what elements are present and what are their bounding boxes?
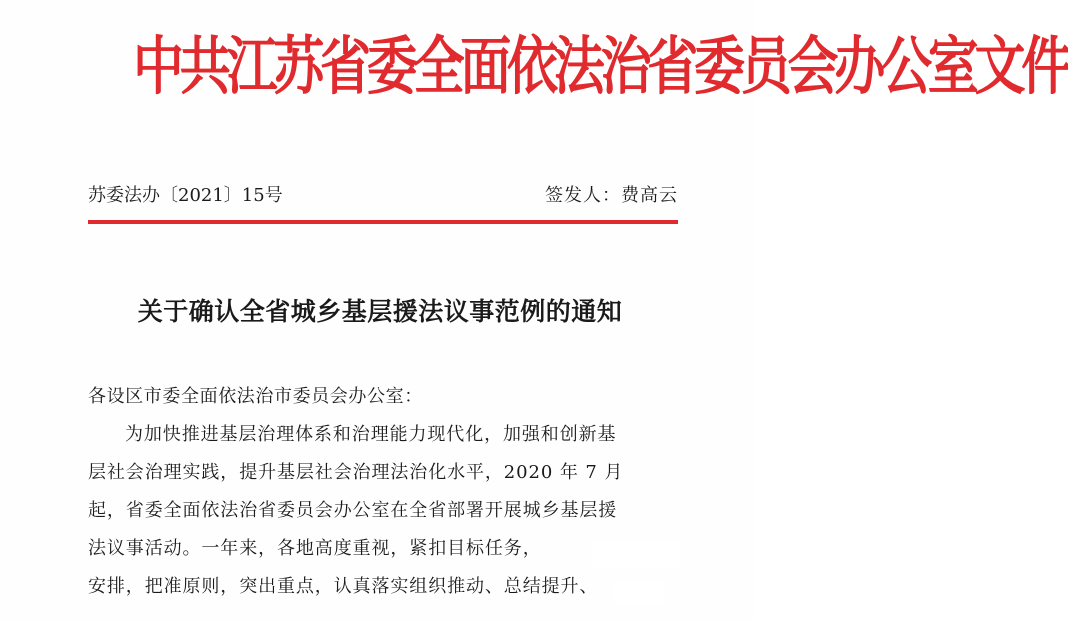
document-number: 苏委法办〔2021〕15号 (88, 185, 283, 206)
red-divider-line (88, 220, 678, 224)
signer: 签发人：费高云 (545, 185, 678, 206)
body-line: 法议事活动。一年来，各地高度重视，紧扣目标任务， (88, 538, 542, 559)
body-line: 起，省委全面依法治省委员会办公室在全省部署开展城乡基层援 (88, 500, 618, 521)
body-line: 为加快推进基层治理体系和治理能力现代化，加强和创新基 (125, 424, 617, 445)
notice-title: 关于确认全省城乡基层援法议事范例的通知 (137, 297, 623, 326)
salutation: 各设区市委全面依法治市委员会办公室： (88, 386, 423, 407)
scan-blur-patch (612, 580, 666, 606)
body-line: 安排，把准原则，突出重点，认真落实组织推动、总结提升、 (88, 576, 599, 597)
body-line: 层社会治理实践，提升基层社会治理法治化水平，2020 年 7 月 (88, 462, 624, 483)
document-meta-row (88, 182, 678, 210)
scan-blur-patch (590, 540, 682, 568)
notice-body (88, 378, 680, 606)
letterhead-title: 中共江苏省委全面依法治省委员会办公室文件 (133, 30, 1068, 104)
